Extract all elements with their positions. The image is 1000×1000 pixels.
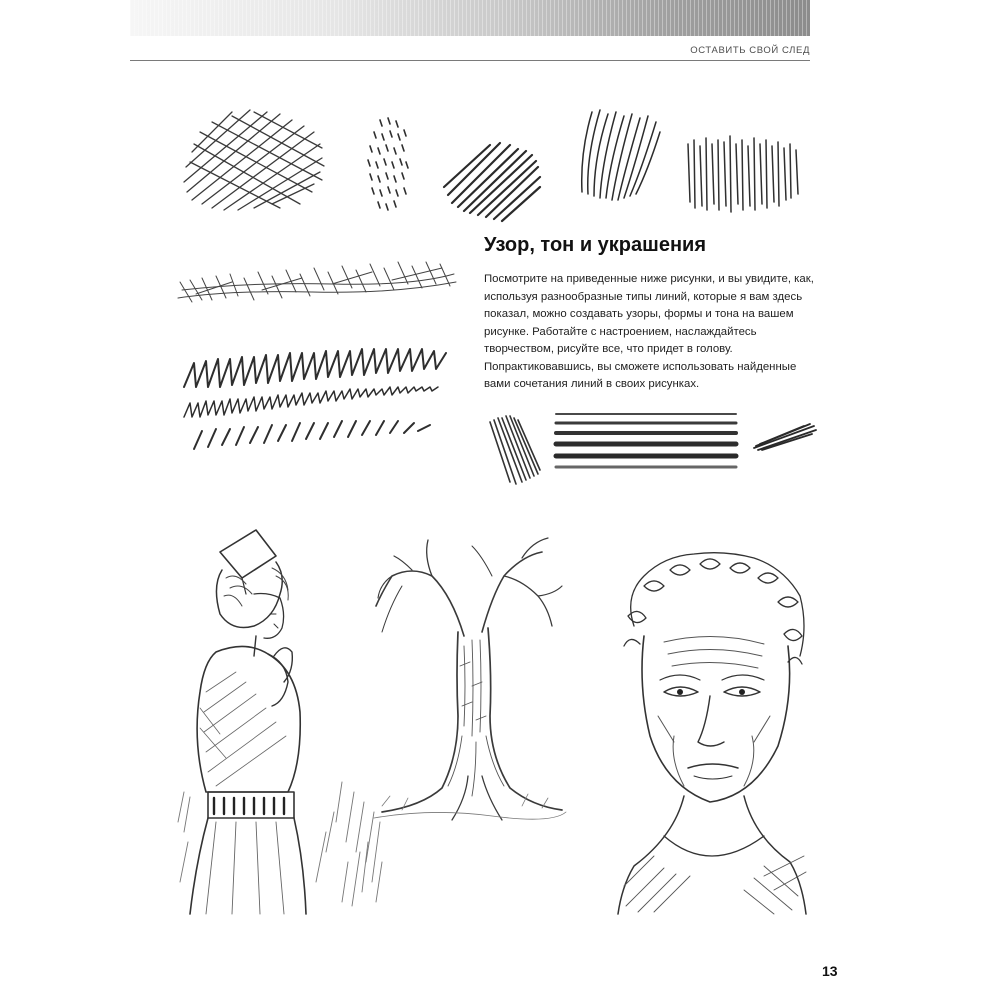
page-number: 13 bbox=[822, 963, 838, 979]
vertical-hatch-icon bbox=[682, 130, 807, 215]
nurse-sketch-icon bbox=[176, 522, 386, 914]
header-rule bbox=[130, 60, 810, 61]
diagonal-band-icon bbox=[484, 412, 549, 487]
running-head: ОСТАВИТЬ СВОЙ СЛЕД bbox=[690, 45, 810, 56]
tree-sketch-icon bbox=[372, 536, 567, 824]
grass-stroke-band-icon bbox=[172, 252, 462, 310]
section-body-text: Посмотрите на приведенные ниже рисунки, и вы увидите, как, используя разнообразные типы линий, которые я вам здесь показал, можно создавать узоры, формы и тона на вашем рисунке. Работайте с настроением, наслаждайтесь творчеством, рисуйте все, что придет в голову. Попрактиковавшись, вы сможете использовать найденные вами сочетания линий в своих рисунках. bbox=[484, 273, 814, 390]
flick-stroke-icon bbox=[572, 102, 667, 207]
crosshatch-patch-icon bbox=[172, 92, 337, 222]
section-heading: Узор, тон и украшения bbox=[484, 234, 706, 256]
diagonal-hatch-icon bbox=[440, 135, 545, 225]
small-dark-stroke-icon bbox=[750, 420, 820, 452]
dash-stipple-icon bbox=[358, 112, 418, 217]
horizontal-tone-bars-icon bbox=[552, 410, 742, 472]
zigzag-stroke-rows-icon bbox=[178, 345, 453, 460]
header-gradient-band bbox=[130, 0, 810, 36]
old-woman-portrait-icon bbox=[614, 546, 808, 914]
